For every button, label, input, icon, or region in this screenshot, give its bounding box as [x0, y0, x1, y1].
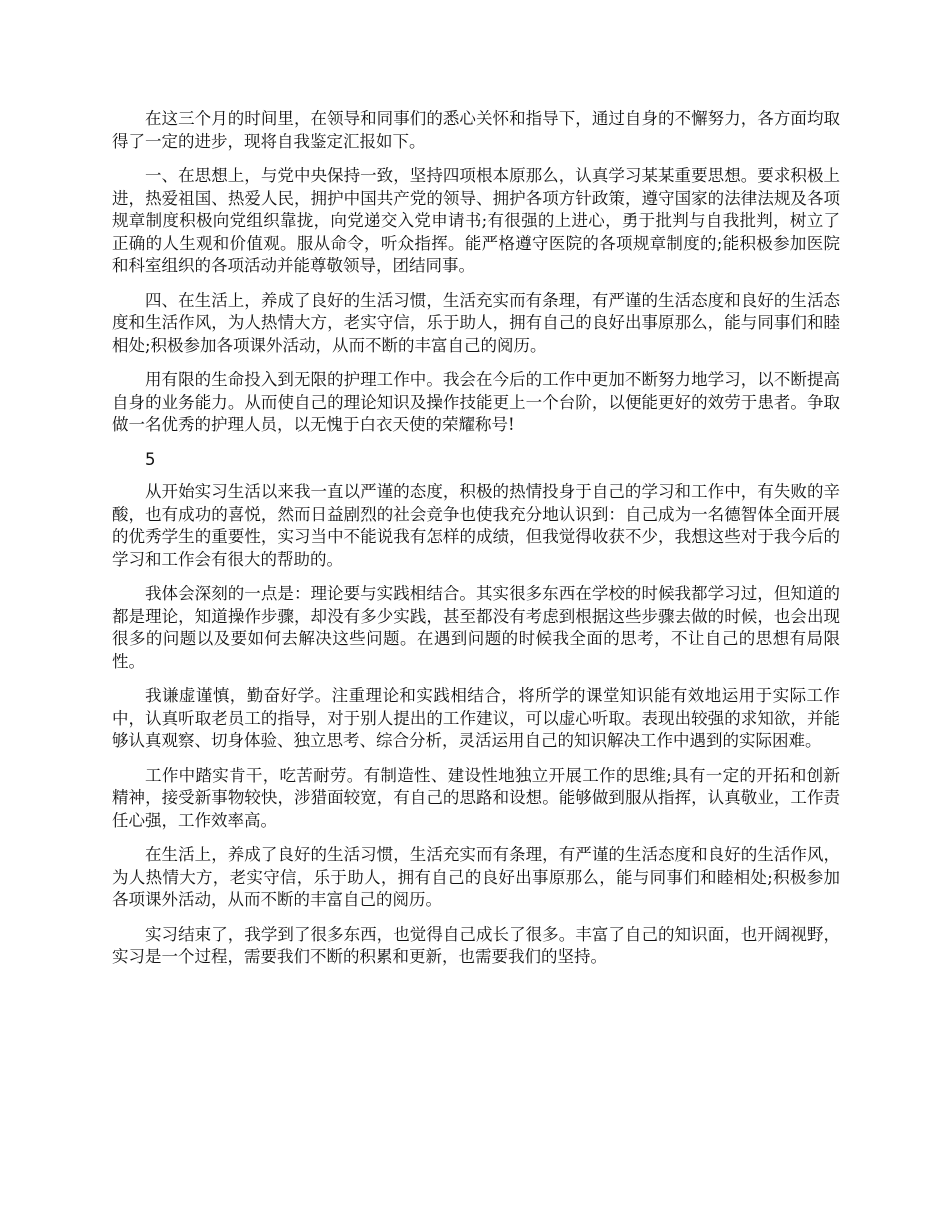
paragraph-conclusion: 实习结束了，我学到了很多东西，也觉得自己成长了很多。丰富了自己的知识面，也开阔视野，实习是一个过程，需要我们不断的积累和更新，也需要我们的坚持。 — [112, 924, 840, 966]
paragraph-humble-study: 我谦虚谨慎，勤奋好学。注重理论和实践相结合，将所学的课堂知识能有效地运用于实际工作中，认真听取老员工的指导，对于别人提出的工作建议，可以虚心听取。表现出较强的求知欲，并能够认真观察、切身体验、独立思考、综合分析，灵活运用自己的知识解决工作中遇到的实际困难。 — [112, 686, 840, 750]
paragraph-hard-work: 工作中踏实肯干，吃苦耐劳。有制造性、建设性地独立开展工作的思维;具有一定的开拓和创新精神，接受新事物较快，涉猎面较宽，有自己的思路和设想。能够做到服从指挥，认真敬业，工作责任心强，工作效率高。 — [112, 765, 840, 830]
section-number: 5 — [145, 449, 156, 469]
document-page — [112, 108, 840, 981]
paragraph-life: 四、在生活上，养成了良好的生活习惯，生活充实而有条理，有严谨的生活态度和良好的生活态度和生活作风，为人热情大方，老实守信，乐于助人，拥有自己的良好出事原那么，能与同事们和睦相处;积极参加各项课外活动，从而不断的丰富自己的阅历。 — [112, 290, 840, 355]
paragraph-intro: 在这三个月的时间里，在领导和同事们的悉心关怀和指导下，通过自身的不懈努力，各方面均取得了一定的进步，现将自我鉴定汇报如下。 — [112, 109, 840, 151]
paragraph-life-habits: 在生活上，养成了良好的生活习惯，生活充实而有条理，有严谨的生活态度和良好的生活作风，为人热情大方，老实守信，乐于助人，拥有自己的良好出事原那么，能与同事们和睦相处;积极参加各项课外活动，从而不断的丰富自己的阅历。 — [112, 845, 840, 909]
paragraph-nursing: 用有限的生命投入到无限的护理工作中。我会在今后的工作中更加不断努力地学习，以不断提高自身的业务能力。从而使自己的理论知识及操作技能更上一个台阶，以便能更好的效劳于患者。争取做一名优秀的护理人员，以无愧于白衣天使的荣耀称号! — [112, 370, 840, 434]
paragraph-theory-practice: 我体会深刻的一点是：理论要与实践相结合。其实很多东西在学校的时候我都学习过，但知道的都是理论，知道操作步骤，却没有多少实践，甚至都没有考虑到根据这些步骤去做的时候，也会出现很多的问题以及要如何去解决这些问题。在遇到问题的时候我全面的思考，不让自己的思想有局限性。 — [112, 584, 840, 671]
paragraph-internship-start: 从开始实习生活以来我一直以严谨的态度，积极的热情投身于自己的学习和工作中，有失败的辛酸，也有成功的喜悦，然而日益剧烈的社会竞争也使我充分地认识到：自己成为一名德智体全面开展的优秀学生的重要性，实习当中不能说我有怎样的成绩，但我觉得收获不少，我想这些对于我今后的学习和工作会有很大的帮助的。 — [112, 482, 840, 569]
paragraph-ideology: 一、在思想上，与党中央保持一致，坚持四项根本原那么，认真学习某某重要思想。要求积极上进，热爱祖国、热爱人民，拥护中国共产党的领导、拥护各项方针政策，遵守国家的法律法规及各项规章制度积极向党组织靠拢，向党递交入党申请书;有很强的上进心，勇于批判与自我批判，树立了正确的人生观和价值观。服从命令，听众指挥。能严格遵守医院的各项规章制度的;能积极参加医院和科室组织的各项活动并能尊敬领导，团结同事。 — [112, 166, 840, 275]
